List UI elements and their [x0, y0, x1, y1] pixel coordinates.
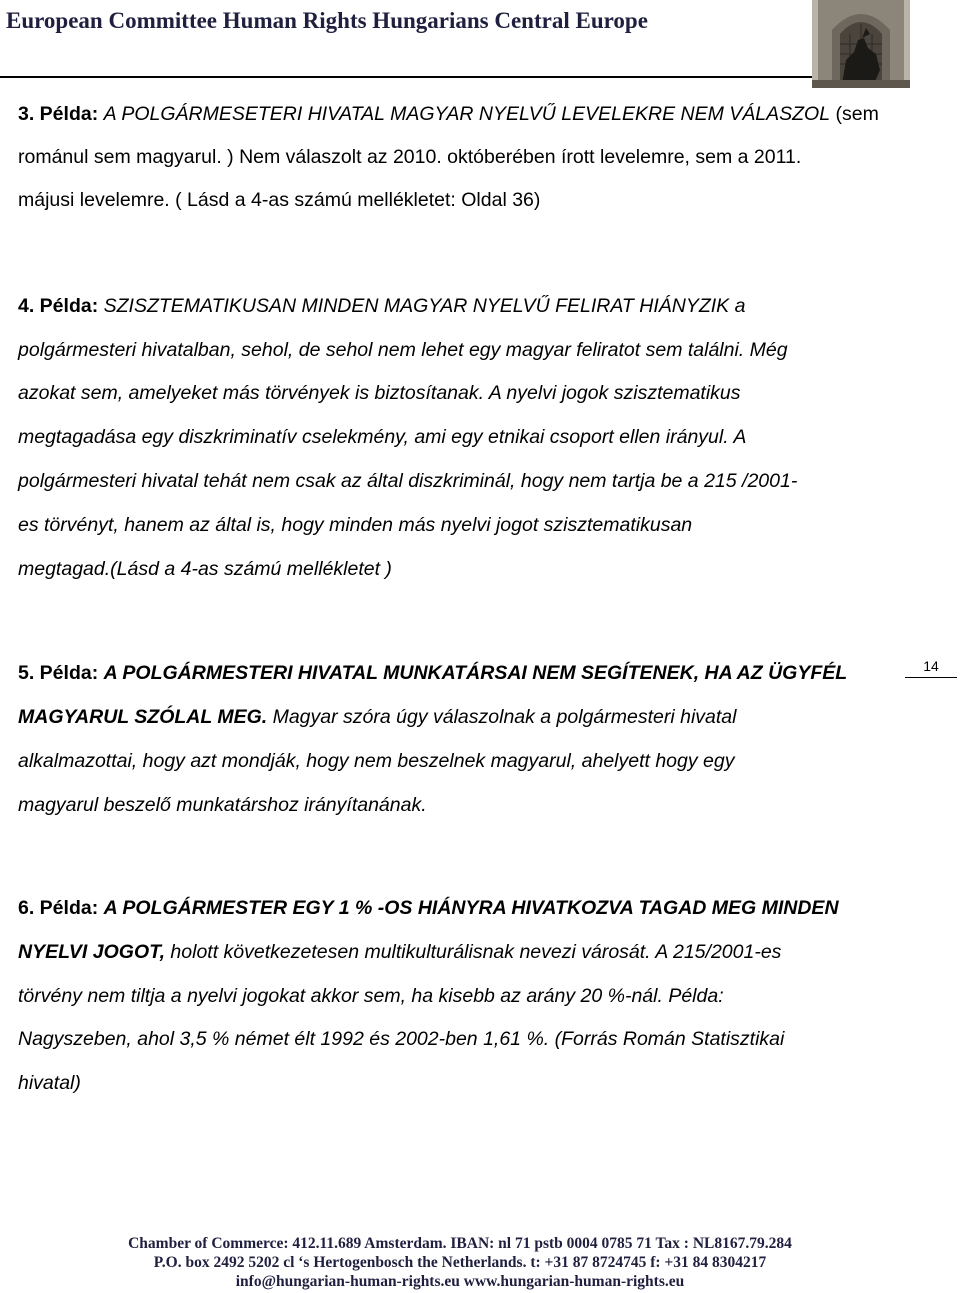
- footer-contact: info@hungarian-human-rights.eu www.hungarian-human-rights.eu: [235, 1273, 685, 1290]
- example-4-heading: SZISZTEMATIKUSAN MINDEN MAGYAR NYELVŰ FELIRAT HIÁNYZIK: [103, 295, 730, 317]
- footer-registration: Chamber of Commerce: 412.11.689 Amsterdam. IBAN: nl 71 pstb 0004 0785 71 Tax : NL8167.79.284: [128, 1235, 792, 1252]
- example-5-line-2: [18, 706, 736, 729]
- example-6-line-4: Nagyszeben, ahol 3,5 % német élt 1992 és 2002-ben 1,61 %. (Forrás Román Statisztikai: [18, 1028, 785, 1050]
- example-6-label: 6. Példa:: [18, 897, 104, 919]
- example-6-heading: A POLGÁRMESTER EGY 1 % -OS HIÁNYRA HIVATKOZVA TAGAD MEG MINDEN: [103, 897, 839, 919]
- example-3-line-3: májusi levelemre. ( Lásd a 4-as számú mellékletet: Oldal 36): [18, 189, 541, 211]
- example-5-line-4: magyarul beszelő munkatárshoz irányítanának.: [18, 794, 427, 816]
- letterhead-title: European Committee Human Rights Hungarians Central Europe: [6, 8, 648, 33]
- example-4-line-1: [18, 295, 745, 318]
- example-3-text: (sem: [830, 103, 879, 125]
- example-4-line-4: megtagadása egy diszkriminatív cselekmény, ami egy etnikai csoport ellen irányul. A: [18, 426, 747, 448]
- example-4-line-6: es törvényt, hanem az által is, hogy minden más nyelvi jogot szisztematikusan: [18, 514, 693, 536]
- example-6-line-1: [18, 897, 839, 920]
- example-5-line-3: alkalmazottai, hogy azt mondják, hogy nem beszelnek magyarul, ahelyett hogy egy: [18, 750, 735, 772]
- example-3-heading: A POLGÁRMESETERI HIVATAL MAGYAR NYELVŰ LEVELEKRE NEM VÁLASZOL: [103, 103, 831, 125]
- example-5-heading-cont: MAGYARUL SZÓLAL MEG.: [18, 706, 268, 728]
- example-5-line-1: [18, 662, 847, 685]
- example-4-line-7: megtagad.(Lásd a 4-as számú mellékletet ): [18, 558, 392, 580]
- example-5-heading: A POLGÁRMESTERI HIVATAL MUNKATÁRSAI NEM SEGÍTENEK, HA AZ ÜGYFÉL: [103, 662, 848, 684]
- example-3-line-1: [18, 103, 879, 126]
- example-5-text: Magyar szóra úgy válaszolnak a polgármesteri hivatal: [267, 706, 737, 728]
- example-4-line-5: polgármesteri hivatal tehát nem csak az által diszkriminál, hogy nem tartja be a 215 /2001-: [18, 470, 798, 492]
- footer-address: P.O. box 2492 5202 cl ‘s Hertogenbosch the Netherlands. t: +31 87 8724745 f: +31 84 8304217: [153, 1254, 767, 1271]
- example-5-label: 5. Példa:: [18, 662, 104, 684]
- example-4-line-2: polgármesteri hivatalban, sehol, de sehol nem lehet egy magyar feliratot sem találni. Még: [18, 339, 788, 361]
- example-4-text: a: [729, 295, 746, 317]
- example-6-line-2: [18, 941, 781, 964]
- letterhead-footer: [0, 1234, 920, 1291]
- example-6-heading-cont: NYELVI JOGOT,: [18, 941, 166, 963]
- example-6-line-5: hivatal): [18, 1072, 81, 1094]
- example-4-line-3: azokat sem, amelyeket más törvények is biztosítanak. A nyelvi jogok szisztematikus: [18, 382, 741, 404]
- page-number: 14: [905, 658, 957, 678]
- example-3-label: 3. Példa:: [18, 103, 104, 125]
- example-4-label: 4. Példa:: [18, 295, 104, 317]
- statue-emblem-image: [812, 0, 910, 88]
- header-divider: [0, 76, 812, 78]
- example-3-line-2: románul sem magyarul. ) Nem válaszolt az 2010. októberében írott levelemre, sem a 2011.: [18, 146, 802, 168]
- example-6-text: holott következetesen multikulturálisnak nevezi városát. A 215/2001-es: [165, 941, 782, 963]
- example-6-line-3: törvény nem tiltja a nyelvi jogokat akkor sem, ha kisebb az arány 20 %-nál. Példa:: [18, 985, 724, 1007]
